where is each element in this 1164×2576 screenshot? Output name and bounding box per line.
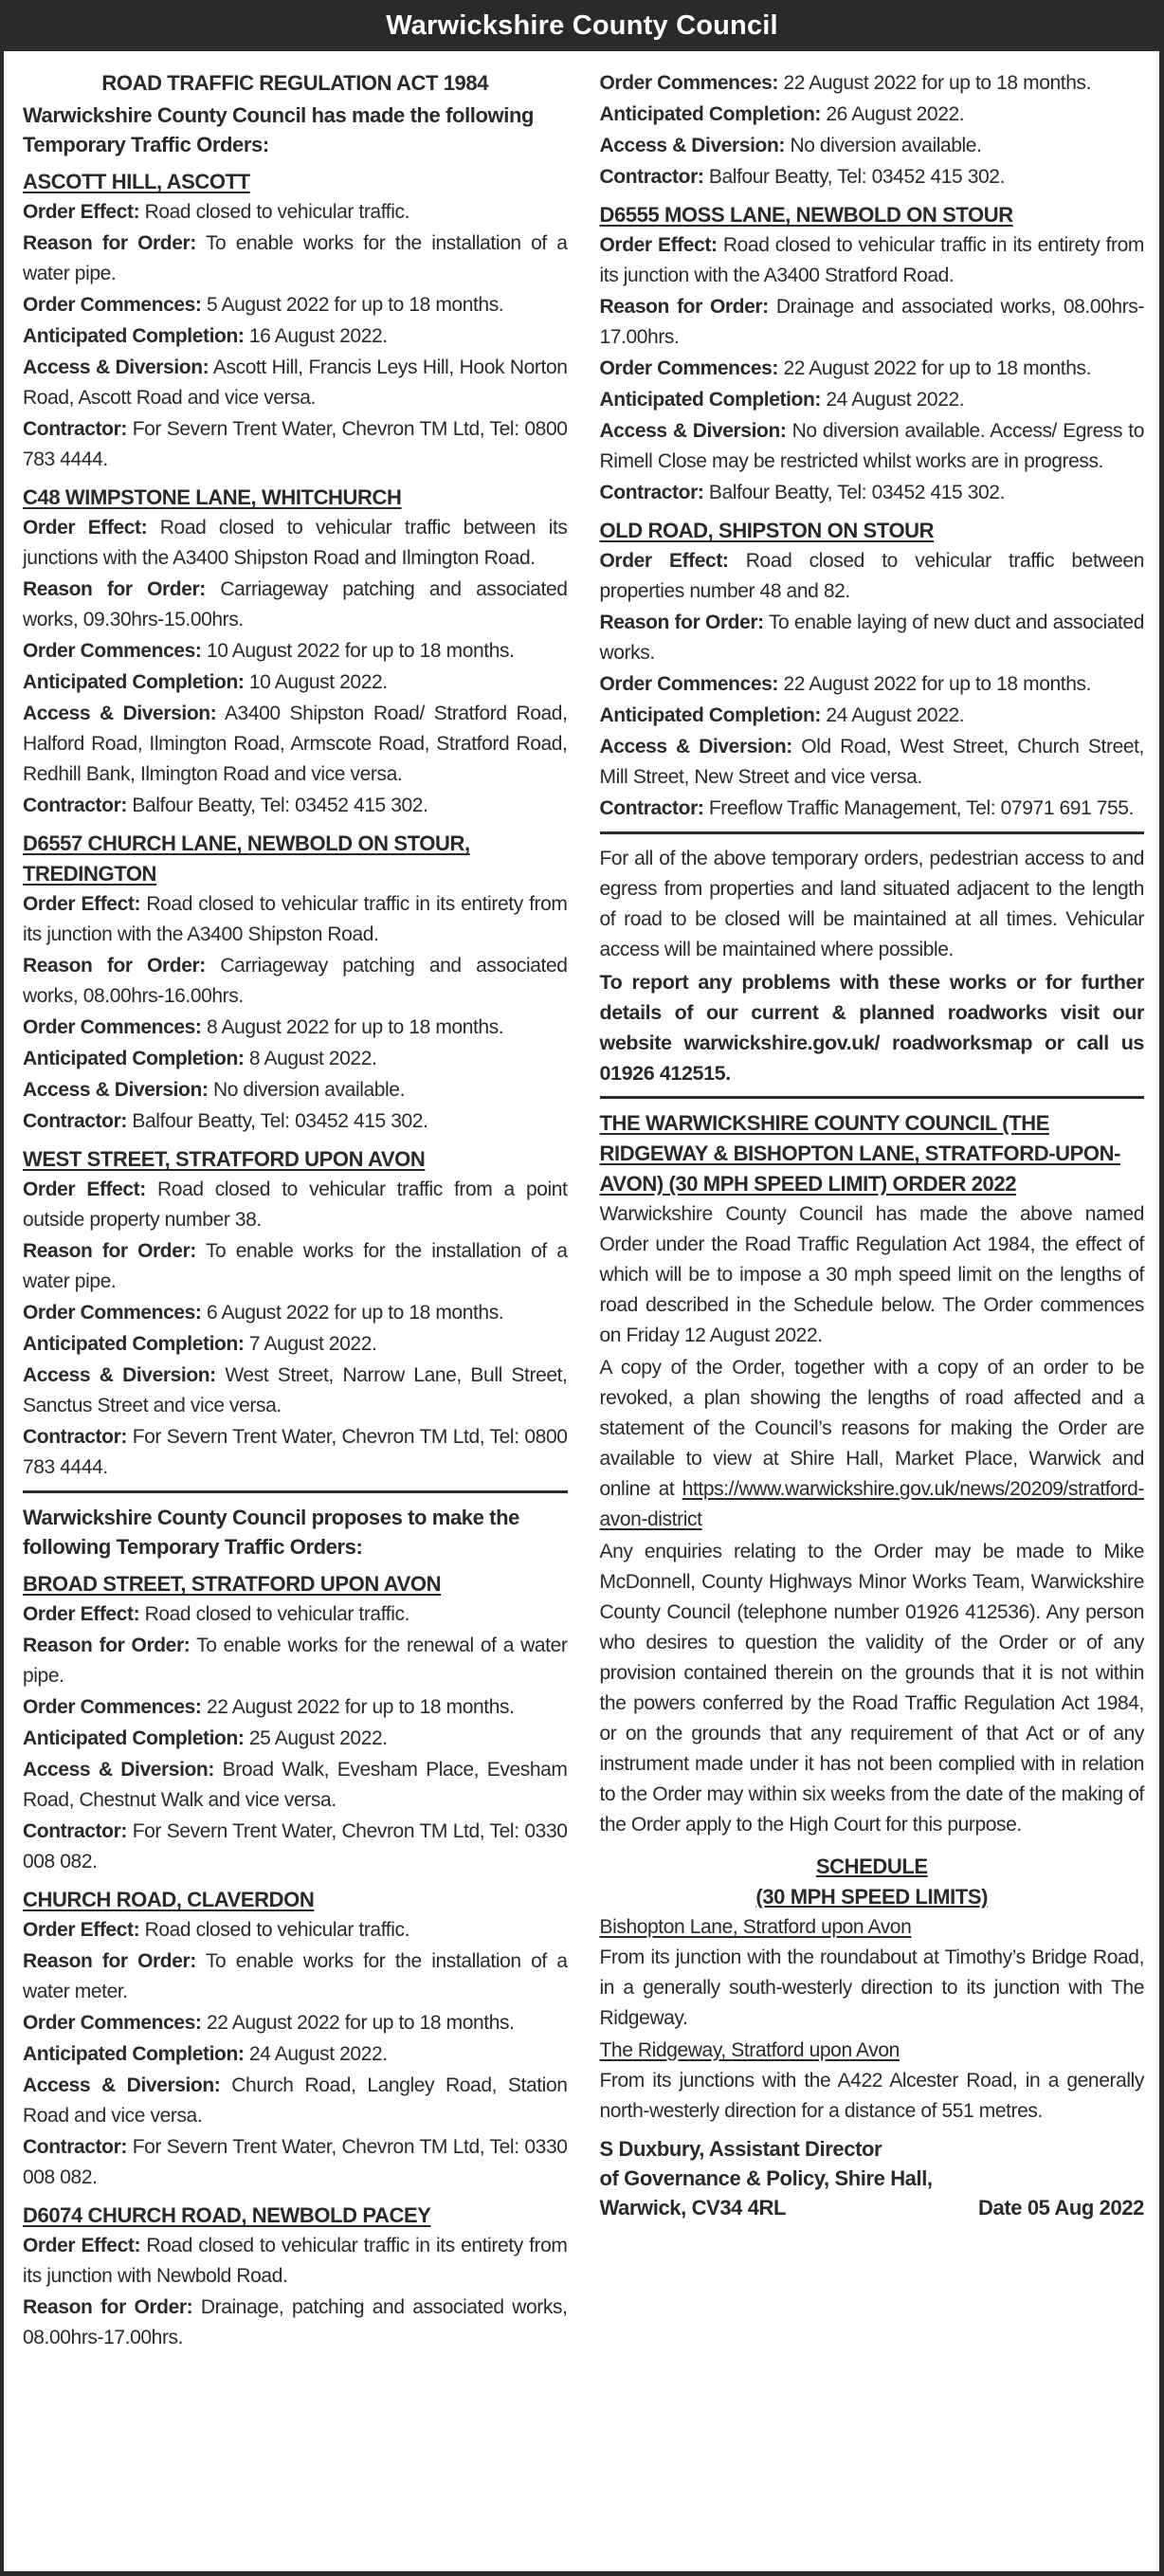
field-label: Contractor:	[599, 166, 704, 188]
field-label: Anticipated Completion:	[23, 1048, 245, 1069]
field-value: 8 August 2022 for up to 18 months.	[206, 1016, 504, 1038]
signoff-date: Date 05 Aug 2022	[978, 2196, 1144, 2220]
order-field	[23, 1361, 568, 1421]
order-field	[23, 2008, 568, 2038]
order-field	[23, 1599, 568, 1630]
order-field	[23, 1817, 568, 1877]
field-label: Reason for Order:	[23, 1240, 196, 1262]
field-label: Anticipated Completion:	[23, 1727, 245, 1749]
field-value: Road closed to vehicular traffic in its entirety from its junction with Newbold Road.	[23, 2235, 568, 2287]
made-orders-list	[23, 167, 568, 1483]
right-orders-list	[600, 200, 1145, 824]
order-field	[23, 2231, 568, 2292]
field-label: Anticipated Completion:	[599, 389, 821, 411]
divider	[23, 1490, 568, 1493]
field-value: Balfour Beatty, Tel: 03452 415 302.	[708, 166, 1006, 188]
field-label: Access & Diversion:	[23, 1759, 214, 1781]
order-documents-link[interactable]: https://www.warwickshire.gov.uk/news/20209/stratford-avon-district	[599, 1478, 1144, 1530]
field-label: Order Effect:	[23, 2235, 141, 2256]
field-label: Access & Diversion:	[599, 420, 787, 442]
field-value: 7 August 2022.	[248, 1333, 377, 1355]
order-field	[600, 68, 1145, 99]
speed-order-para-2	[600, 1353, 1145, 1535]
order-field	[23, 513, 568, 574]
order-field	[23, 1044, 568, 1074]
report-note: To report any problems with these works or for further details of our current & planned roadworks visit our website warwickshire.gov.uk/ roadworksmap or call us 01926 412515.	[599, 971, 1144, 1085]
speed-order-para-2-text: A copy of the Order, together with a copy of an order to be revoked, a plan showing the lengths of road affected and a statement of the Council’s reasons for making the Order are available to view at Shire Hall, Market Place, Warwick and online at	[599, 1357, 1144, 1500]
order-title: C48 WIMPSTONE LANE, WHITCHURCH	[23, 485, 402, 509]
schedule-subtitle: (30 MPH SPEED LIMITS)	[755, 1885, 989, 1909]
order-field	[600, 732, 1145, 793]
order-field	[23, 321, 568, 352]
order-field	[600, 416, 1145, 477]
field-value: Ascott Hill, Francis Leys Hill, Hook Norton Road, Ascott Road and vice versa.	[23, 356, 568, 409]
order-section	[23, 1144, 568, 1483]
field-value: 22 August 2022 for up to 18 months.	[206, 2012, 515, 2034]
field-value: Drainage, patching and associated works, 08.00hrs-17.00hrs.	[23, 2296, 568, 2348]
field-value: Drainage and associated works, 08.00hrs-17.00hrs.	[599, 296, 1144, 348]
schedule-title: SCHEDULE	[815, 1854, 928, 1878]
field-value: West Street, Narrow Lane, Bull Street, Sanctus Street and vice versa.	[23, 1364, 568, 1416]
field-value: A3400 Shipston Road/ Stratford Road, Halford Road, Ilmington Road, Armscote Road, Stratford Road, Redhill Bank, Ilmington Road and vice versa.	[23, 703, 568, 785]
field-label: Order Effect:	[23, 893, 141, 915]
field-value: For Severn Trent Water, Chevron TM Ltd, Tel: 0800 783 4444.	[23, 1426, 568, 1478]
order-field	[23, 575, 568, 635]
field-label: Access & Diversion:	[23, 703, 217, 724]
order-section	[600, 516, 1145, 824]
schedule-roads	[600, 1912, 1145, 2127]
order-field	[23, 1329, 568, 1360]
right-column	[600, 68, 1145, 2571]
speed-order-para-3: Any enquiries relating to the Order may be made to Mike McDonnell, County Highways Minor Works Team, Warwickshire County Council (telephone number 01926 412536). Any person who desires to question the validity of the Order or of any provision contained therein on the grounds that it is not within the powers conferred by the Road Traffic Regulation Act 1984, or on the grounds that any requirement of that Act or of any instrument made under it has not been complied with in relation to the Order may within six weeks from the date of the making of the Order apply to the High Court for this purpose.	[599, 1541, 1144, 1836]
order-section	[23, 1885, 568, 2193]
field-value: Carriageway patching and associated works, 08.00hrs-16.00hrs.	[23, 955, 568, 1007]
order-field	[600, 131, 1145, 161]
order-title: BROAD STREET, STRATFORD UPON AVON	[23, 1572, 442, 1596]
order-field	[600, 701, 1145, 731]
order-field	[23, 1915, 568, 1946]
field-label: Contractor:	[23, 2136, 127, 2158]
order-field	[600, 162, 1145, 192]
field-value: Road closed to vehicular traffic.	[144, 201, 410, 223]
order-section	[23, 167, 568, 475]
page-title: Warwickshire County Council	[386, 9, 778, 41]
left-column	[23, 68, 568, 2571]
field-value: 24 August 2022.	[826, 704, 965, 726]
field-value: For Severn Trent Water, Chevron TM Ltd, Tel: 0330 008 082.	[23, 2136, 568, 2188]
field-value: 10 August 2022 for up to 18 months.	[206, 640, 515, 662]
schedule-road-name: The Ridgeway, Stratford upon Avon	[599, 2039, 900, 2061]
field-value: 25 August 2022.	[248, 1727, 388, 1749]
field-value: Old Road, West Street, Church Street, Mill Street, New Street and vice versa.	[599, 736, 1144, 788]
field-value: For Severn Trent Water, Chevron TM Ltd, Tel: 0330 008 082.	[23, 1820, 568, 1873]
page-header	[0, 0, 1164, 51]
field-value: Freeflow Traffic Management, Tel: 07971 691 755.	[708, 797, 1135, 819]
order-field	[600, 385, 1145, 415]
field-value: 22 August 2022 for up to 18 months.	[783, 72, 1092, 94]
order-title: CHURCH ROAD, CLAVERDON	[23, 1888, 315, 1911]
field-value: To enable works for the installation of a water pipe.	[23, 232, 568, 284]
order-field	[23, 353, 568, 413]
order-field	[23, 667, 568, 698]
field-value: Road closed to vehicular traffic between its junctions with the A3400 Shipston Road and Ilmington Road.	[23, 517, 568, 569]
field-label: Order Effect:	[23, 517, 148, 539]
order-field	[600, 546, 1145, 607]
field-value: 26 August 2022.	[826, 103, 965, 125]
field-value: Carriageway patching and associated works, 09.30hrs-15.00hrs.	[23, 578, 568, 630]
order-field	[23, 228, 568, 289]
order-field	[600, 608, 1145, 668]
field-value: To enable works for the installation of a water pipe.	[23, 1240, 568, 1292]
field-label: Access & Diversion:	[599, 135, 785, 156]
order-field	[23, 290, 568, 320]
act-title: ROAD TRAFFIC REGULATION ACT 1984	[101, 71, 489, 95]
order-field	[23, 791, 568, 821]
order-title: OLD ROAD, SHIPSTON ON STOUR	[599, 519, 935, 542]
field-label: Anticipated Completion:	[23, 671, 245, 693]
field-label: Anticipated Completion:	[23, 325, 245, 347]
field-label: Reason for Order:	[23, 1635, 191, 1656]
field-label: Access & Diversion:	[23, 1079, 209, 1101]
intro-made-orders: Warwickshire County Council has made the following Temporary Traffic Orders:	[23, 103, 535, 156]
field-value: 6 August 2022 for up to 18 months.	[206, 1302, 504, 1324]
order-field	[23, 2132, 568, 2193]
field-label: Order Effect:	[599, 550, 729, 572]
signoff-address: Warwick, CV34 4RL	[599, 2196, 787, 2220]
field-label: Reason for Order:	[23, 232, 196, 254]
order-field	[600, 794, 1145, 824]
order-field	[600, 478, 1145, 508]
field-label: Order Commences:	[599, 72, 778, 94]
schedule-road-name: Bishopton Lane, Stratford upon Avon	[599, 1916, 912, 1938]
field-value: Balfour Beatty, Tel: 03452 415 302.	[132, 795, 428, 816]
divider	[600, 1096, 1145, 1099]
field-label: Order Effect:	[23, 1178, 146, 1200]
field-label: Reason for Order:	[23, 1950, 196, 1972]
field-value: No diversion available. Access/ Egress to Rimell Close may be restricted whilst works are in progress.	[599, 420, 1145, 472]
order-field	[23, 414, 568, 475]
order-field	[23, 197, 568, 228]
order-field	[23, 1692, 568, 1723]
field-value: Balfour Beatty, Tel: 03452 415 302.	[708, 482, 1006, 503]
order-field	[23, 2039, 568, 2070]
order-section	[23, 483, 568, 821]
field-value: Road closed to vehicular traffic in its entirety from its junction with the A3400 Stratford Road.	[599, 234, 1145, 286]
signoff	[600, 2134, 1145, 2222]
schedule-road-description: From its junctions with the A422 Alcester Road, in a generally north-westerly direction for a distance of 551 metres.	[599, 2070, 1144, 2122]
field-label: Order Commences:	[23, 2012, 202, 2034]
field-label: Reason for Order:	[23, 578, 206, 600]
field-value: Road closed to vehicular traffic from a point outside property number 38.	[23, 1178, 568, 1231]
field-label: Access & Diversion:	[23, 356, 209, 378]
order-section	[600, 200, 1145, 508]
field-value: Church Road, Langley Road, Station Road and vice versa.	[23, 2074, 568, 2127]
order-field	[600, 354, 1145, 384]
field-value: 10 August 2022.	[248, 671, 388, 693]
intro-proposed-orders: Warwickshire County Council proposes to make the following Temporary Traffic Orders:	[23, 1506, 519, 1559]
order-field	[23, 951, 568, 1012]
order-field	[23, 889, 568, 950]
continued-order	[600, 68, 1145, 192]
order-field	[600, 230, 1145, 291]
order-section	[23, 1569, 568, 1877]
order-field	[23, 699, 568, 790]
field-label: Contractor:	[23, 1820, 127, 1842]
field-value: 5 August 2022 for up to 18 months.	[206, 294, 504, 316]
order-title: D6557 CHURCH LANE, NEWBOLD ON STOUR, TREDINGTON	[23, 831, 470, 886]
field-value: 16 August 2022.	[248, 325, 388, 347]
order-field	[23, 1755, 568, 1816]
field-value: 8 August 2022.	[248, 1048, 377, 1069]
order-field	[23, 1106, 568, 1137]
field-label: Access & Diversion:	[599, 736, 792, 758]
field-label: Order Commences:	[599, 673, 778, 695]
field-label: Contractor:	[599, 482, 704, 503]
signoff-line-3-row	[600, 2193, 1145, 2222]
order-field	[23, 1236, 568, 1297]
order-field	[23, 1075, 568, 1105]
field-label: Contractor:	[23, 1110, 127, 1132]
order-field	[23, 636, 568, 667]
field-label: Order Commences:	[23, 1016, 202, 1038]
field-label: Order Commences:	[23, 1696, 202, 1718]
signoff-line-1: S Duxbury, Assistant Director	[599, 2137, 882, 2161]
schedule-road-description: From its junction with the roundabout at Timothy’s Bridge Road, in a generally south-westerly direction to its junction with The Ridgeway.	[599, 1946, 1144, 2029]
notice-body	[4, 51, 1159, 2571]
signoff-line-2: of Governance & Policy, Shire Hall,	[599, 2166, 933, 2190]
field-label: Reason for Order:	[599, 296, 769, 318]
field-value: No diversion available.	[790, 135, 982, 156]
order-field	[23, 1422, 568, 1483]
field-label: Order Effect:	[23, 1603, 140, 1625]
speed-order-title: THE WARWICKSHIRE COUNTY COUNCIL (THE RIDGEWAY & BISHOPTON LANE, STRATFORD-UPON-AVON) (30 MPH SPEED LIMIT) ORDER 2022	[599, 1111, 1121, 1196]
order-field	[600, 292, 1145, 353]
order-title: D6074 CHURCH ROAD, NEWBOLD PACEY	[23, 2203, 431, 2227]
field-value: Road closed to vehicular traffic.	[144, 1603, 410, 1625]
field-label: Order Effect:	[599, 234, 718, 256]
field-value: Broad Walk, Evesham Place, Evesham Road, Chestnut Walk and vice versa.	[23, 1759, 568, 1811]
field-value: To enable works for the renewal of a water pipe.	[23, 1635, 568, 1687]
order-field	[23, 1175, 568, 1235]
field-label: Access & Diversion:	[23, 1364, 216, 1386]
field-label: Anticipated Completion:	[599, 704, 821, 726]
field-label: Anticipated Completion:	[23, 2043, 245, 2065]
proposed-orders-list	[23, 1569, 568, 2353]
speed-order-para-1: Warwickshire County Council has made the above named Order under the Road Traffic Regulation Act 1984, the effect of which will be to impose a 30 mph speed limit on the lengths of road described in the Schedule below. The Order commences on Friday 12 August 2022.	[599, 1203, 1144, 1346]
order-field	[600, 100, 1145, 130]
order-field	[23, 1946, 568, 2007]
order-field	[23, 1724, 568, 1754]
field-label: Contractor:	[23, 418, 127, 440]
field-value: 22 August 2022 for up to 18 months.	[783, 673, 1092, 695]
field-label: Contractor:	[23, 795, 127, 816]
pedestrian-note: For all of the above temporary orders, pedestrian access to and egress from properties and land situated adjacent to the length of road to be closed will be maintained at all times. Vehicular access will be maintained where possible.	[599, 848, 1144, 960]
field-label: Anticipated Completion:	[23, 1333, 245, 1355]
field-value: Balfour Beatty, Tel: 03452 415 302.	[132, 1110, 428, 1132]
field-label: Reason for Order:	[23, 2296, 193, 2318]
order-field	[23, 2293, 568, 2353]
field-label: Access & Diversion:	[23, 2074, 221, 2096]
field-value: No diversion available.	[212, 1079, 406, 1101]
field-label: Contractor:	[599, 797, 704, 819]
field-value: Road closed to vehicular traffic in its entirety from its junction with the A3400 Shipston Road.	[23, 893, 568, 945]
field-label: Order Commences:	[599, 357, 778, 379]
order-section	[23, 2201, 568, 2353]
order-field	[23, 1013, 568, 1043]
field-value: 22 August 2022 for up to 18 months.	[206, 1696, 515, 1718]
field-value: To enable works for the installation of a water meter.	[23, 1950, 568, 2002]
divider	[600, 831, 1145, 834]
field-label: Anticipated Completion:	[599, 103, 821, 125]
field-label: Order Effect:	[23, 201, 140, 223]
order-section	[23, 829, 568, 1137]
field-label: Order Effect:	[23, 1919, 140, 1941]
field-label: Order Commences:	[23, 294, 202, 316]
field-value: Road closed to vehicular traffic.	[144, 1919, 410, 1941]
field-value: Road closed to vehicular traffic between properties number 48 and 82.	[599, 550, 1144, 602]
field-label: Order Commences:	[23, 1302, 202, 1324]
field-value: 24 August 2022.	[826, 389, 965, 411]
field-label: Reason for Order:	[599, 612, 764, 633]
order-field	[23, 1631, 568, 1691]
field-value: 24 August 2022.	[248, 2043, 388, 2065]
order-title: WEST STREET, STRATFORD UPON AVON	[23, 1147, 426, 1171]
order-field	[23, 2071, 568, 2131]
order-field	[23, 1298, 568, 1328]
field-value: To enable laying of new duct and associated works.	[599, 612, 1144, 664]
field-label: Reason for Order:	[23, 955, 206, 977]
field-label: Order Commences:	[23, 640, 202, 662]
order-title: D6555 MOSS LANE, NEWBOLD ON STOUR	[599, 203, 1013, 227]
order-field	[600, 669, 1145, 700]
order-title: ASCOTT HILL, ASCOTT	[23, 170, 250, 193]
field-value: 22 August 2022 for up to 18 months.	[783, 357, 1092, 379]
field-label: Contractor:	[23, 1426, 127, 1448]
field-value: For Severn Trent Water, Chevron TM Ltd, Tel: 0800 783 4444.	[23, 418, 568, 470]
